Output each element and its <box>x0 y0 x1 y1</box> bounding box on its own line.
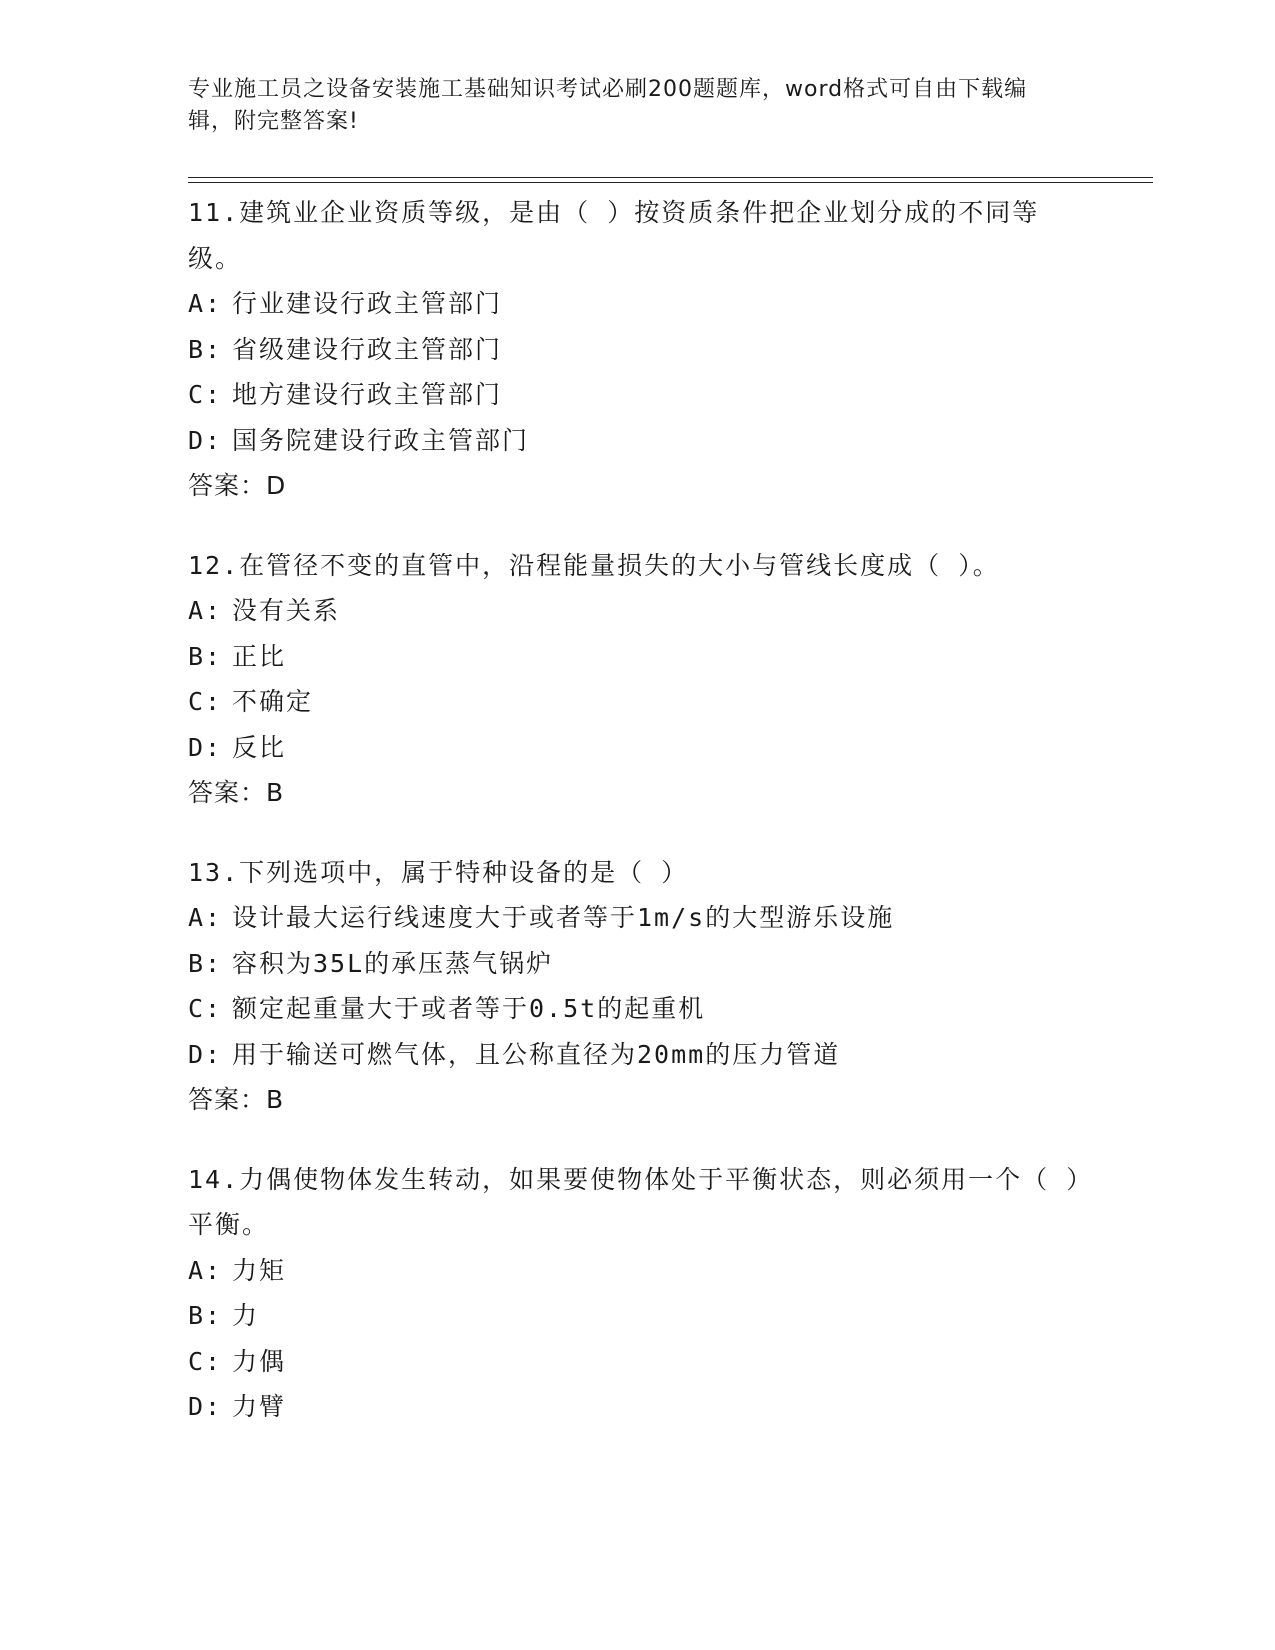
option-letter: B: <box>188 948 223 978</box>
option-text: 行业建设行政主管部门 <box>232 289 503 318</box>
option-letter: D: <box>188 732 223 762</box>
answer-line: 答案：B <box>188 778 285 807</box>
option-text: 省级建设行政主管部门 <box>232 334 503 364</box>
option-letter: B: <box>188 334 223 364</box>
option-text: 不确定 <box>232 687 314 716</box>
option-letter: D: <box>188 1392 223 1421</box>
header-divider-bottom <box>188 182 1153 183</box>
option-text: 没有关系 <box>232 596 341 625</box>
option-text: 容积为35L的承压蒸气锅炉 <box>232 948 554 978</box>
question-14 <box>188 1157 1088 1430</box>
option-a <box>188 1248 1088 1294</box>
option-d <box>188 418 1088 464</box>
question-12 <box>188 543 1088 816</box>
option-d <box>188 1384 1088 1430</box>
option-text: 用于输送可燃气体，且公称直径为20mm的压力管道 <box>232 1039 841 1069</box>
option-c <box>188 1339 1088 1385</box>
question-list <box>188 190 1088 1464</box>
option-b <box>188 1293 1088 1339</box>
option-d <box>188 1032 1088 1078</box>
option-letter: A: <box>188 289 223 318</box>
option-text: 力矩 <box>232 1255 287 1285</box>
option-c <box>188 986 1088 1032</box>
option-letter: C: <box>188 1346 223 1376</box>
question-text: 13.下列选项中，属于特种设备的是（ ） <box>188 857 689 887</box>
option-text: 反比 <box>232 732 287 762</box>
option-letter: B: <box>188 1301 223 1330</box>
option-text: 设计最大运行线速度大于或者等于1m/s的大型游乐设施 <box>232 903 895 932</box>
option-text: 地方建设行政主管部门 <box>232 380 503 409</box>
option-a <box>188 895 1088 941</box>
option-letter: A: <box>188 596 223 625</box>
answer-line: 答案：B <box>188 1085 285 1114</box>
question-13 <box>188 850 1088 1123</box>
option-letter: C: <box>188 687 223 716</box>
option-letter: D: <box>188 425 223 455</box>
option-b <box>188 327 1088 373</box>
option-b <box>188 941 1088 987</box>
option-c <box>188 679 1088 725</box>
option-text: 额定起重量大于或者等于0.5t的起重机 <box>232 994 706 1023</box>
option-letter: D: <box>188 1039 223 1069</box>
option-text: 正比 <box>232 641 287 671</box>
question-text: 14.力偶使物体发生转动，如果要使物体处于平衡状态，则必须用一个（ ）平衡。 <box>188 1164 1081 1239</box>
option-a <box>188 588 1088 634</box>
option-letter: A: <box>188 1255 223 1285</box>
option-letter: C: <box>188 994 223 1023</box>
question-11 <box>188 190 1088 509</box>
option-d <box>188 725 1088 771</box>
option-b <box>188 634 1088 680</box>
option-c <box>188 372 1088 418</box>
option-text: 力偶 <box>232 1346 287 1376</box>
option-text: 力 <box>232 1301 260 1330</box>
header-divider-top <box>188 177 1153 178</box>
document-header: 专业施工员之设备安装施工基础知识考试必刷200题题库，word格式可自由下载编辑，附完整答案! <box>188 77 1028 134</box>
option-letter: C: <box>188 380 223 409</box>
question-text: 12.在管径不变的直管中，沿程能量损失的大小与管线长度成（ ）。 <box>188 550 1000 580</box>
option-a <box>188 281 1088 327</box>
answer-line: 答案：D <box>188 471 287 500</box>
option-text: 力臂 <box>232 1392 287 1421</box>
question-text: 11.建筑业企业资质等级，是由（ ）按资质条件把企业划分成的不同等级。 <box>188 198 1040 273</box>
option-letter: B: <box>188 641 223 671</box>
option-letter: A: <box>188 903 223 932</box>
option-text: 国务院建设行政主管部门 <box>232 425 530 455</box>
